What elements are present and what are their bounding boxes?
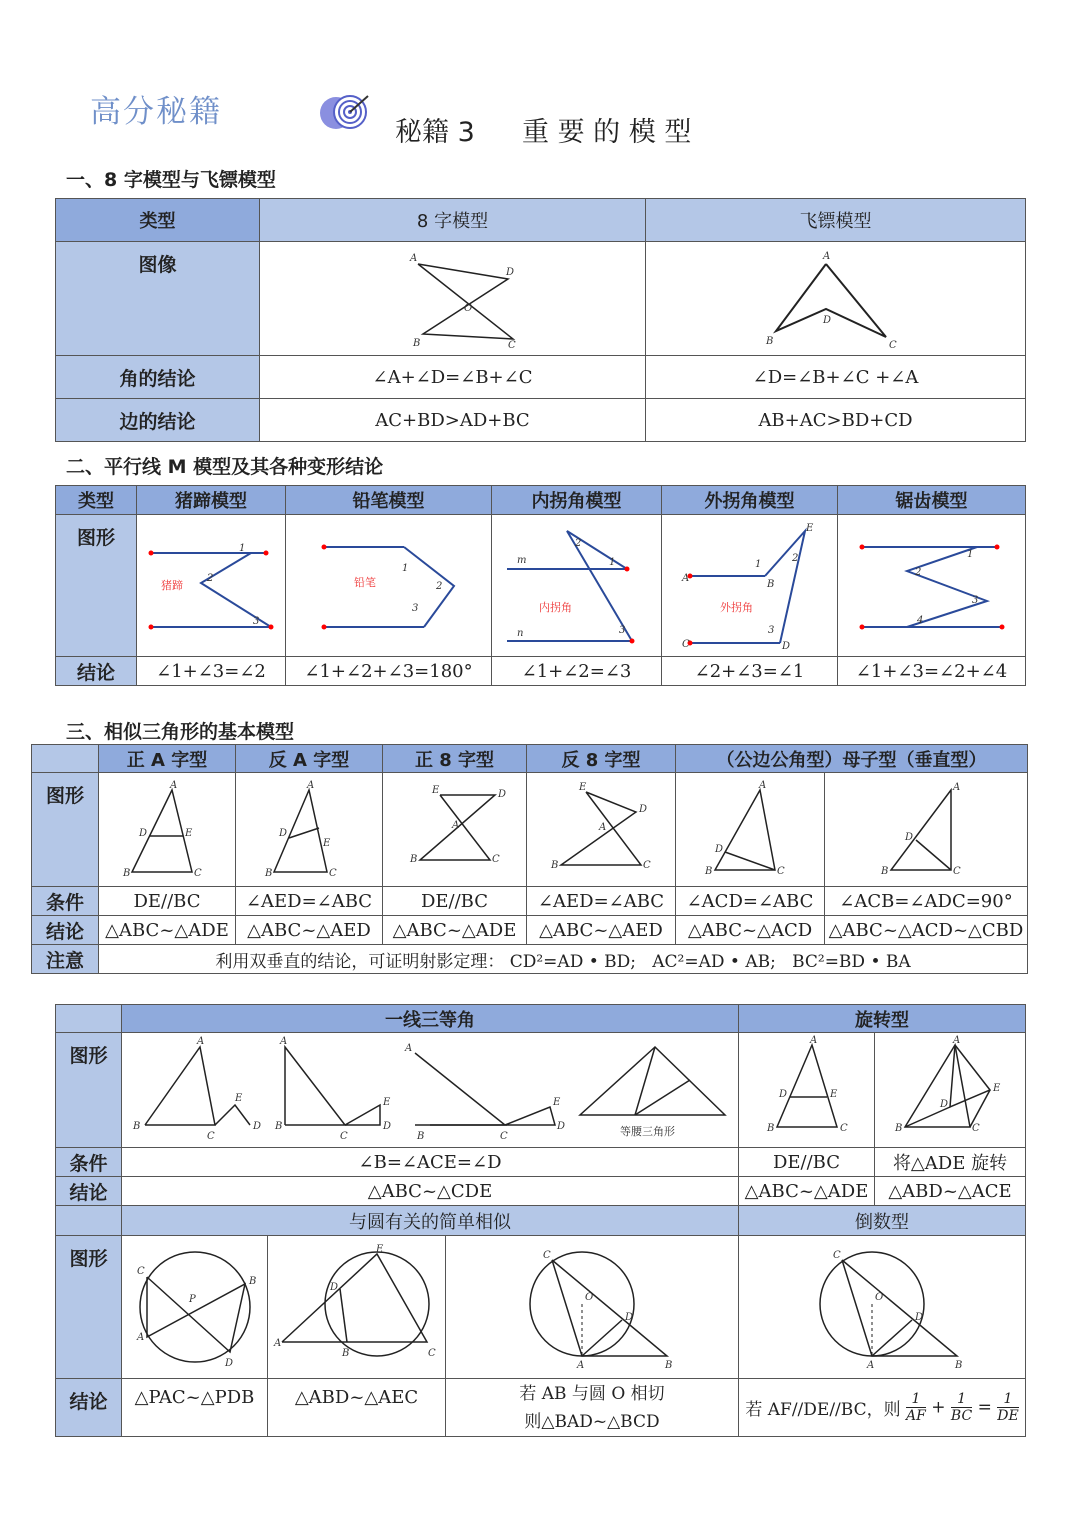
svg-text:4: 4 [916, 614, 923, 626]
frac1-den: AF [906, 1408, 926, 1424]
col-sawtooth: 锯齿模型 [838, 486, 1026, 515]
figure-8-model [260, 242, 646, 356]
svg-text:A: A [867, 1360, 875, 1371]
svg-text:2: 2 [791, 552, 798, 564]
svg-text:3: 3 [253, 615, 260, 627]
conc-pig-hoof: ∠1+∠3=∠2 [137, 657, 286, 686]
svg-text:2: 2 [435, 580, 442, 592]
fig-a-shape [99, 773, 236, 887]
col-mother-child: （公边公角型）母子型（垂直型） [676, 745, 1028, 773]
fig-label-outer: 外拐角 [719, 600, 753, 614]
svg-text:2: 2 [207, 572, 214, 584]
svg-text:3: 3 [767, 624, 774, 636]
conc-6: △ABC~△ACD~△CBD [825, 916, 1028, 945]
note-1: CD²=AD • BD; [509, 951, 637, 972]
svg-text:1: 1 [239, 542, 246, 554]
row-conclusion-label: 结论 [56, 657, 137, 686]
fig-mother-child [676, 773, 825, 887]
svg-text:A: A [822, 250, 830, 262]
cond-5: ∠ACD=∠ABC [676, 887, 825, 916]
fig-circle-tangent [446, 1236, 739, 1379]
conc-outer-corner: ∠2+∠3=∠1 [662, 657, 838, 686]
svg-text:C: C [777, 865, 785, 877]
svg-text:C: C [491, 853, 500, 865]
svg-text:B: B [766, 1123, 774, 1134]
svg-text:B: B [881, 865, 889, 877]
svg-text:D: D [778, 1089, 787, 1100]
svg-text:E: E [829, 1089, 837, 1100]
svg-text:B: B [955, 1360, 963, 1371]
col-dart-model: 飞镖模型 [646, 199, 1026, 242]
figure-pencil [286, 515, 492, 657]
svg-text:C: C [207, 1131, 215, 1142]
fig-circle-chords [122, 1236, 268, 1379]
svg-text:D: D [557, 1121, 566, 1132]
fig-8-shape [383, 773, 527, 887]
row-conclusion-label-2: 结论 [56, 1379, 122, 1437]
svg-text:A: A [170, 779, 178, 791]
svg-text:C: C [500, 1131, 508, 1142]
svg-text:O: O [875, 1292, 884, 1303]
svg-text:C: C [972, 1123, 980, 1134]
row-figure-label: 图形 [56, 515, 137, 657]
cond-4: ∠AED=∠ABC [527, 887, 676, 916]
frac2-num: 1 [951, 1391, 972, 1408]
conc-tangent-line1: 若 AB 与圆 O 相切 [519, 1383, 665, 1404]
corner-cell [56, 1005, 122, 1033]
section3-heading: 三、相似三角形的基本模型 [66, 721, 295, 743]
frac1-num: 1 [906, 1391, 926, 1408]
svg-text:A: A [759, 779, 767, 791]
table-8-dart [55, 198, 1026, 442]
note-2: AC²=AD • AB; [652, 951, 776, 972]
table-similar-basic [31, 744, 1028, 974]
svg-text:D: D [279, 827, 288, 839]
figure-sawtooth [838, 515, 1026, 657]
svg-text:O: O [463, 302, 472, 314]
svg-text:B: B [275, 1121, 283, 1132]
svg-text:1: 1 [401, 562, 408, 574]
col-rotation: 旋转型 [739, 1005, 1026, 1033]
table-m-model [55, 485, 1026, 686]
conc-pencil: ∠1+∠2+∠3=180° [286, 657, 492, 686]
svg-text:P: P [188, 1294, 196, 1305]
row-figure-label-2: 图形 [56, 1236, 122, 1379]
col-8-shape: 正 8 字型 [383, 745, 527, 773]
cond-one-line: ∠B=∠ACE=∠D [122, 1148, 739, 1177]
svg-text:C: C [427, 1348, 436, 1359]
corner-cell [32, 745, 99, 773]
table-similar-advanced [55, 1004, 1026, 1437]
col-circle-similar: 与圆有关的简单相似 [122, 1206, 739, 1236]
svg-text:A: A [409, 252, 417, 264]
row-condition-label: 条件 [32, 887, 99, 916]
svg-text:B: B [705, 865, 713, 877]
svg-text:D: D [905, 831, 914, 843]
svg-text:B: B [412, 337, 420, 349]
cond-1: DE//BC [99, 887, 236, 916]
svg-text:B: B [133, 1121, 141, 1132]
col-8-model: 8 字模型 [260, 199, 646, 242]
svg-text:B: B [765, 335, 773, 347]
col-a-shape: 正 A 字型 [99, 745, 236, 773]
fig-reciprocal [739, 1236, 1026, 1379]
brand-title: 高分秘籍 [90, 94, 222, 130]
figure-inner-corner [492, 515, 662, 657]
row-condition-label: 条件 [56, 1148, 122, 1177]
svg-text:D: D [781, 640, 790, 651]
target-icon [318, 92, 374, 134]
conc-2: △ABC~△AED [236, 916, 383, 945]
svg-text:1: 1 [608, 556, 615, 568]
svg-text:C: C [136, 1266, 145, 1277]
col-type: 类型 [56, 199, 260, 242]
conc-inner-corner: ∠1+∠2=∠3 [492, 657, 662, 686]
svg-text:D: D [253, 1121, 262, 1132]
frac3-num: 1 [997, 1391, 1018, 1408]
conc-5: △ABC~△ACD [676, 916, 825, 945]
svg-text:2: 2 [914, 566, 921, 578]
svg-text:B: B [265, 867, 273, 879]
svg-text:C: C [329, 867, 337, 879]
section2-heading: 二、平行线 M 模型及其各种变形结论 [66, 456, 384, 478]
svg-text:A: A [136, 1332, 144, 1343]
svg-text:E: E [375, 1244, 383, 1255]
svg-text:3: 3 [971, 594, 978, 606]
col-pig-hoof: 猪蹄模型 [137, 486, 286, 515]
svg-text:E: E [383, 1097, 391, 1108]
svg-text:n: n [516, 627, 523, 639]
row-side-label: 边的结论 [56, 399, 260, 442]
svg-text:A: A [809, 1035, 817, 1046]
svg-text:1: 1 [966, 548, 973, 560]
svg-text:C: C [833, 1250, 841, 1261]
figure-dart-model [646, 242, 1026, 356]
frac3-den: DE [997, 1408, 1019, 1424]
svg-text:1: 1 [754, 558, 761, 570]
svg-text:A: A [599, 821, 607, 833]
svg-text:B: B [895, 1123, 903, 1134]
cond-6: ∠ACB=∠ADC=90° [825, 887, 1028, 916]
svg-text:B: B [409, 853, 417, 865]
page-title-num: 秘籍 3 [395, 117, 475, 148]
svg-text:D: D [715, 843, 724, 855]
cond-3: DE//BC [383, 887, 527, 916]
svg-text:E: E [431, 784, 439, 796]
col-inner-corner: 内拐角模型 [492, 486, 662, 515]
cond-rotation-1: DE//BC [739, 1148, 875, 1177]
fig-label-pencil: 铅笔 [353, 575, 376, 589]
conc-sawtooth: ∠1+∠3=∠2+∠4 [838, 657, 1026, 686]
fig-reverse-a [236, 773, 383, 887]
col-one-line-three-angles: 一线三等角 [122, 1005, 739, 1033]
svg-text:D: D [224, 1358, 233, 1369]
svg-text:E: E [235, 1093, 243, 1104]
cond-2: ∠AED=∠ABC [236, 887, 383, 916]
conc-reciprocal: 若 AF//DE//BC，则 $\frac{1}{AF}$ + $\frac{1}{BC}$ = $\frac{1}{DE}$ [739, 1379, 1026, 1437]
conc-recip-prefix: 若 AF//DE//BC，则 [745, 1400, 901, 1420]
col-reverse-8: 反 8 字型 [527, 745, 676, 773]
svg-text:C: C [340, 1131, 348, 1142]
corner-cell-2 [56, 1206, 122, 1236]
figure-outer-corner [662, 515, 838, 657]
svg-text:E: E [993, 1083, 1001, 1094]
svg-text:C: C [543, 1250, 551, 1261]
frac2-den: BC [950, 1408, 973, 1424]
row-conclusion-label: 结论 [32, 916, 99, 945]
svg-text:D: D [625, 1312, 634, 1323]
fig-rotation-1 [739, 1033, 875, 1148]
note-cell [99, 945, 1028, 974]
fig-reverse-8 [527, 773, 676, 887]
side-conclusion-dart: AB+AC>BD+CD [646, 399, 1026, 442]
angle-conclusion-8: ∠A+∠D=∠B+∠C [260, 356, 646, 399]
fig-circle-secant [268, 1236, 446, 1379]
svg-text:A: A [405, 1043, 413, 1054]
svg-text:D: D [915, 1312, 924, 1323]
svg-text:A: A [273, 1338, 281, 1349]
fig-one-line-three [122, 1033, 739, 1148]
fig-label-pig: 猪蹄 [161, 578, 183, 592]
conc-rotation-1: △ABC~△ADE [739, 1177, 875, 1206]
col-reverse-a: 反 A 字型 [236, 745, 383, 773]
svg-text:O: O [585, 1292, 594, 1303]
conc-3: △ABC~△ADE [383, 916, 527, 945]
conc-secant: △ABD~△AEC [268, 1379, 446, 1437]
conc-rotation-2: △ABD~△ACE [875, 1177, 1026, 1206]
col-reciprocal: 倒数型 [739, 1206, 1026, 1236]
col-outer-corner: 外拐角模型 [662, 486, 838, 515]
col-type: 类型 [56, 486, 137, 515]
svg-text:A: A [953, 781, 961, 793]
conc-tangent [446, 1379, 739, 1437]
svg-text:C: C [507, 339, 516, 349]
row-note-label: 注意 [32, 945, 99, 974]
note-3: BC²=BD • BA [792, 951, 911, 972]
conc-tangent-line2: 则△BAD~△BCD [524, 1411, 660, 1432]
svg-text:E: E [323, 837, 331, 849]
svg-text:C: C [194, 867, 202, 879]
angle-conclusion-dart: ∠D=∠B+∠C +∠A [646, 356, 1026, 399]
svg-text:E: E [805, 522, 813, 534]
svg-text:C: C [681, 638, 690, 650]
svg-text:D: D [639, 803, 648, 815]
svg-text:A: A [953, 1035, 961, 1046]
svg-text:A: A [451, 819, 459, 831]
svg-text:B: B [341, 1348, 349, 1359]
conc-one-line: △ABC~△CDE [122, 1177, 739, 1206]
svg-text:B: B [248, 1276, 256, 1287]
svg-text:D: D [940, 1099, 949, 1110]
svg-text:A: A [280, 1036, 288, 1047]
svg-text:3: 3 [411, 602, 418, 614]
svg-text:B: B [551, 859, 559, 871]
svg-text:E: E [579, 781, 587, 793]
svg-text:B: B [766, 578, 774, 590]
svg-text:D: D [329, 1282, 338, 1293]
svg-text:C: C [643, 859, 651, 871]
svg-text:C: C [953, 865, 961, 877]
svg-text:2: 2 [574, 537, 581, 549]
row-conclusion-label: 结论 [56, 1177, 122, 1206]
page-title: 重 要 的 模 型 [522, 117, 692, 148]
svg-text:B: B [665, 1360, 673, 1371]
svg-text:D: D [822, 314, 831, 326]
svg-text:3: 3 [618, 624, 625, 636]
row-figure-label: 图形 [56, 1033, 122, 1148]
fig-vertical [825, 773, 1028, 887]
side-conclusion-8: AC+BD>AD+BC [260, 399, 646, 442]
fig-rotation-2 [875, 1033, 1026, 1148]
conc-chords: △PAC~△PDB [122, 1379, 268, 1437]
svg-text:B: B [417, 1131, 425, 1142]
section1-heading: 一、8 字模型与飞镖模型 [66, 169, 276, 191]
svg-text:D: D [139, 827, 148, 839]
row-image-label: 图像 [56, 242, 260, 356]
svg-text:E: E [553, 1097, 561, 1108]
svg-text:D: D [383, 1121, 392, 1132]
fig-label-iso: 等腰三角形 [620, 1125, 675, 1138]
svg-text:A: A [197, 1036, 205, 1047]
svg-text:E: E [185, 827, 193, 839]
svg-text:D: D [505, 266, 514, 278]
svg-text:m: m [516, 554, 526, 566]
svg-text:A: A [577, 1360, 585, 1371]
svg-text:D: D [497, 788, 506, 800]
row-figure-label: 图形 [32, 773, 99, 887]
svg-text:C: C [888, 339, 897, 349]
figure-pig-hoof [137, 515, 286, 657]
col-pencil: 铅笔模型 [286, 486, 492, 515]
row-angle-label: 角的结论 [56, 356, 260, 399]
svg-text:A: A [681, 572, 689, 584]
conc-1: △ABC~△ADE [99, 916, 236, 945]
note-prefix: 利用双垂直的结论，可证明射影定理： [215, 951, 505, 972]
conc-4: △ABC~△AED [527, 916, 676, 945]
fig-label-inner: 内拐角 [538, 600, 572, 614]
svg-text:C: C [839, 1123, 848, 1134]
svg-text:A: A [307, 779, 315, 791]
svg-text:B: B [123, 867, 131, 879]
cond-rotation-2: 将△ADE 旋转 [875, 1148, 1026, 1177]
